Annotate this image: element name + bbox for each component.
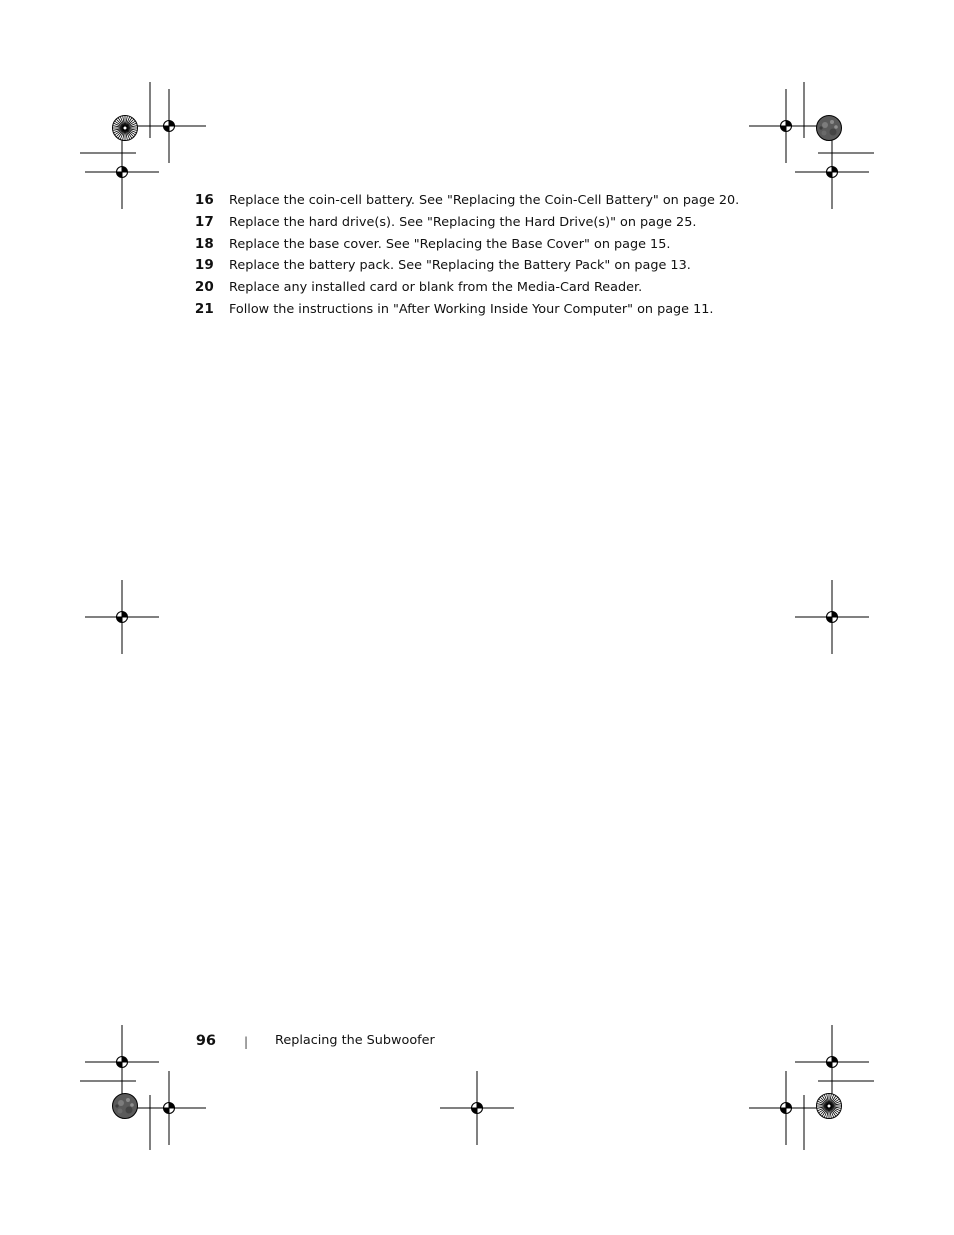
instruction-steps	[0, 190, 954, 321]
crosshair-circle-icon	[85, 580, 159, 654]
step-item	[0, 255, 954, 277]
crosshair-circle-icon	[132, 89, 206, 163]
step-text: Replace the hard drive(s). See "Replacing the Hard Drive(s)" on page 25.	[229, 214, 697, 230]
step-number: 19	[194, 257, 214, 274]
step-text: Replace any installed card or blank from the Media-Card Reader.	[229, 280, 643, 296]
step-number: 16	[194, 192, 214, 208]
step-item	[0, 190, 954, 212]
crosshair-circle-icon	[440, 1071, 514, 1145]
crosshair-circle-icon	[85, 1025, 159, 1099]
crosshair-circle-icon	[795, 580, 869, 654]
step-number: 17	[194, 213, 214, 230]
sunburst-icon	[113, 116, 138, 141]
step-number: 20	[194, 279, 214, 296]
step-text: Follow the instructions in "After Working Inside Your Computer" on page 11.	[229, 301, 714, 317]
section-title: Replacing the Subwoofer	[275, 1033, 435, 1048]
crosshair-circle-icon	[749, 89, 823, 163]
sunburst-icon	[817, 1094, 842, 1119]
step-text: Replace the coin-cell battery. See "Replacing the Coin-Cell Battery" on page 20.	[229, 193, 740, 208]
step-text: Replace the battery pack. See "Replacing the Battery Pack" on page 13.	[229, 258, 691, 274]
step-item	[0, 234, 954, 256]
step-number: 21	[194, 300, 214, 317]
page-number: 96	[195, 1033, 216, 1049]
footer-separator: |	[244, 1035, 249, 1049]
step-text: Replace the base cover. See "Replacing the Base Cover" on page 15.	[229, 236, 671, 252]
step-item	[0, 212, 954, 234]
step-item	[0, 299, 954, 321]
textured-gray-disc-icon	[817, 116, 842, 141]
crosshair-circle-icon	[795, 1025, 869, 1099]
step-number: 18	[194, 235, 214, 252]
textured-gray-disc-icon	[113, 1094, 138, 1119]
crosshair-circle-icon	[132, 1071, 206, 1145]
step-item	[0, 277, 954, 299]
crosshair-circle-icon	[749, 1071, 823, 1145]
